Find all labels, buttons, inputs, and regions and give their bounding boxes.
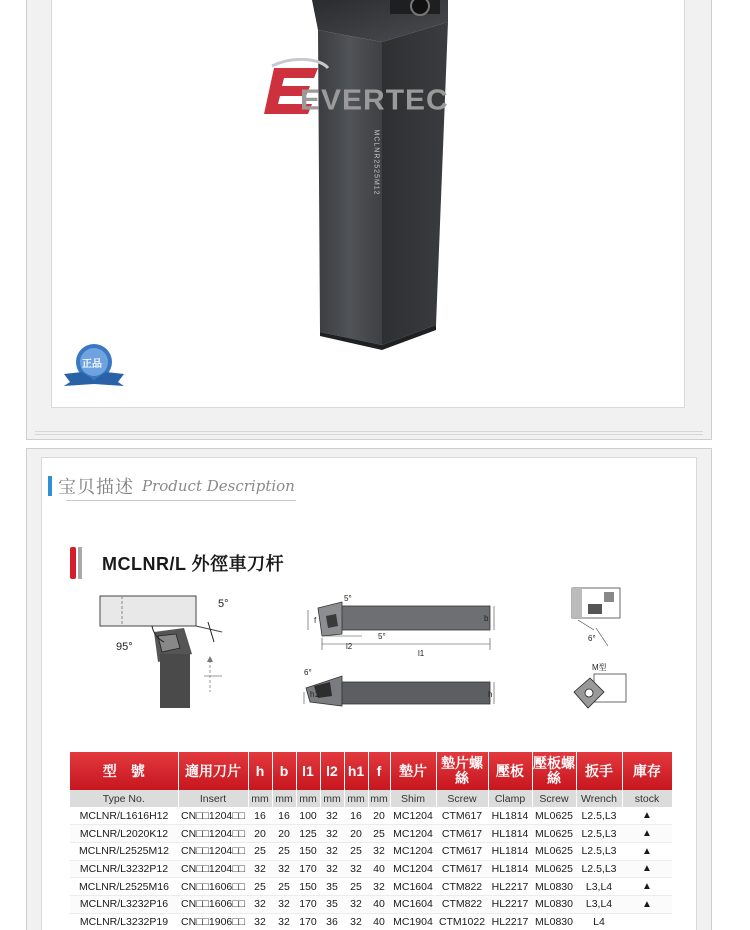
insert-detail-drawing bbox=[564, 584, 634, 714]
section-underline bbox=[66, 500, 296, 501]
col-header: 墊片螺絲 bbox=[436, 752, 488, 790]
table-cell: 150 bbox=[296, 842, 320, 860]
approach-angle-drawing bbox=[92, 592, 242, 712]
table-cell: MC1204 bbox=[390, 825, 436, 843]
table-cell: L2.5,L3 bbox=[576, 807, 622, 825]
table-cell: 125 bbox=[296, 825, 320, 843]
table-cell: HL2217 bbox=[488, 895, 532, 913]
table-row bbox=[70, 842, 672, 860]
col-header: 型 號 bbox=[70, 752, 178, 790]
table-cell: 25 bbox=[272, 878, 296, 896]
col-subheader: Wrench bbox=[576, 790, 622, 807]
table-cell: 20 bbox=[344, 825, 368, 843]
section-title-cn: 宝贝描述 bbox=[58, 477, 134, 497]
table-row bbox=[70, 878, 672, 896]
col-subheader: Screw bbox=[532, 790, 576, 807]
dim-f-label: f bbox=[314, 616, 317, 625]
col-header: 墊片 bbox=[390, 752, 436, 790]
table-row bbox=[70, 895, 672, 913]
table-cell: 32 bbox=[272, 895, 296, 913]
stock-cell: ▲ bbox=[622, 807, 672, 825]
table-cell: 35 bbox=[320, 878, 344, 896]
table-cell: 20 bbox=[272, 825, 296, 843]
tool-holder-photo bbox=[260, 0, 500, 360]
table-cell: 32 bbox=[320, 842, 344, 860]
table-cell: HL1814 bbox=[488, 842, 532, 860]
table-cell: 32 bbox=[368, 878, 390, 896]
angle-top-label: 5° bbox=[218, 598, 229, 610]
col-subheader: Clamp bbox=[488, 790, 532, 807]
table-cell: 170 bbox=[296, 860, 320, 878]
table-row bbox=[70, 807, 672, 825]
table-cell: 32 bbox=[248, 895, 272, 913]
table-cell: CTM617 bbox=[436, 860, 488, 878]
table-cell: MCLNR/L2525M12 bbox=[70, 842, 178, 860]
col-header: 適用刀片 bbox=[178, 752, 248, 790]
col-subheader: Screw bbox=[436, 790, 488, 807]
table-cell: 40 bbox=[368, 913, 390, 930]
table-cell: 32 bbox=[320, 807, 344, 825]
table-cell: CTM617 bbox=[436, 807, 488, 825]
table-cell: HL2217 bbox=[488, 913, 532, 930]
table-row bbox=[70, 913, 672, 930]
table-cell: 40 bbox=[368, 895, 390, 913]
table-cell: 32 bbox=[344, 895, 368, 913]
table-row bbox=[70, 860, 672, 878]
quality-badge bbox=[62, 342, 126, 388]
table-cell: 20 bbox=[368, 807, 390, 825]
table-cell: 32 bbox=[344, 913, 368, 930]
holder-engraving: MCLNR2525M12 bbox=[372, 129, 380, 196]
section-title-en: Product Description bbox=[142, 477, 295, 495]
angle-left-label: 95° bbox=[116, 641, 133, 653]
dim-h1-label: h1 bbox=[310, 690, 319, 699]
table-cell: 32 bbox=[320, 860, 344, 878]
table-cell: CTM617 bbox=[436, 825, 488, 843]
dim-bottom-angle-label: 5° bbox=[378, 632, 386, 641]
table-cell: ML0830 bbox=[532, 878, 576, 896]
table-cell: 100 bbox=[296, 807, 320, 825]
stock-cell bbox=[622, 913, 672, 930]
table-cell: L2.5,L3 bbox=[576, 825, 622, 843]
stock-cell: ▲ bbox=[622, 895, 672, 913]
spec-table bbox=[70, 752, 673, 930]
table-cell: CN□□1606□□ bbox=[178, 878, 248, 896]
table-cell: MC1204 bbox=[390, 860, 436, 878]
table-cell: 170 bbox=[296, 913, 320, 930]
section-accent-bar bbox=[48, 476, 52, 496]
col-header: 庫存 bbox=[622, 752, 672, 790]
dim-top-angle-label: 5° bbox=[344, 594, 352, 603]
table-cell: CTM822 bbox=[436, 895, 488, 913]
col-subheader: Insert bbox=[178, 790, 248, 807]
col-header: h bbox=[248, 752, 272, 790]
table-cell: 25 bbox=[344, 842, 368, 860]
table-cell: CN□□1606□□ bbox=[178, 895, 248, 913]
table-cell: HL2217 bbox=[488, 878, 532, 896]
table-cell: 16 bbox=[344, 807, 368, 825]
table-cell: 20 bbox=[248, 825, 272, 843]
table-cell: MCLNR/L3232P19 bbox=[70, 913, 178, 930]
table-header-en bbox=[70, 790, 672, 807]
table-cell: ML0625 bbox=[532, 842, 576, 860]
end-angle-label: 6° bbox=[304, 668, 312, 677]
table-cell: L3,L4 bbox=[576, 895, 622, 913]
table-cell: 32 bbox=[320, 825, 344, 843]
table-header-cn bbox=[70, 752, 672, 790]
table-cell: 25 bbox=[368, 825, 390, 843]
table-cell: CTM822 bbox=[436, 878, 488, 896]
col-subheader: Type No. bbox=[70, 790, 178, 807]
col-subheader: mm bbox=[344, 790, 368, 807]
detail-type-label: M型 bbox=[592, 663, 607, 672]
table-cell: ML0625 bbox=[532, 825, 576, 843]
table-cell: MC1904 bbox=[390, 913, 436, 930]
table-cell: MC1204 bbox=[390, 842, 436, 860]
table-cell: CN□□1204□□ bbox=[178, 860, 248, 878]
stock-cell: ▲ bbox=[622, 878, 672, 896]
table-cell: L2.5,L3 bbox=[576, 860, 622, 878]
stock-cell: ▲ bbox=[622, 860, 672, 878]
dim-h-label: h bbox=[488, 690, 493, 699]
col-subheader: mm bbox=[368, 790, 390, 807]
table-cell: CN□□1204□□ bbox=[178, 807, 248, 825]
table-cell: ML0625 bbox=[532, 860, 576, 878]
table-cell: L4 bbox=[576, 913, 622, 930]
section-header bbox=[48, 474, 295, 498]
product-title: MCLNR/L 外徑車刀杆 bbox=[102, 554, 285, 574]
table-cell: 35 bbox=[320, 895, 344, 913]
frame-divider bbox=[35, 431, 703, 435]
col-subheader: mm bbox=[320, 790, 344, 807]
col-subheader: mm bbox=[296, 790, 320, 807]
table-cell: 32 bbox=[248, 913, 272, 930]
table-cell: MC1604 bbox=[390, 895, 436, 913]
dim-l2-label: l2 bbox=[346, 642, 353, 651]
table-cell: MCLNR/L3232P12 bbox=[70, 860, 178, 878]
col-subheader: Shim bbox=[390, 790, 436, 807]
table-cell: 32 bbox=[272, 860, 296, 878]
badge-text: 正品 bbox=[82, 359, 102, 370]
dim-b-label: b bbox=[484, 614, 489, 623]
table-cell: 25 bbox=[248, 842, 272, 860]
table-cell: CTM1022 bbox=[436, 913, 488, 930]
table-cell: 32 bbox=[248, 860, 272, 878]
dimension-drawing bbox=[300, 592, 500, 714]
table-cell: 32 bbox=[344, 860, 368, 878]
logo-text bbox=[300, 84, 449, 118]
table-cell: MCLNR/L3232P16 bbox=[70, 895, 178, 913]
col-subheader: stock bbox=[622, 790, 672, 807]
col-subheader: mm bbox=[272, 790, 296, 807]
table-cell: ML0625 bbox=[532, 807, 576, 825]
title-red-marker bbox=[70, 547, 76, 579]
table-cell: 25 bbox=[272, 842, 296, 860]
table-cell: MC1604 bbox=[390, 878, 436, 896]
table-cell: CN□□1204□□ bbox=[178, 842, 248, 860]
col-header: l2 bbox=[320, 752, 344, 790]
table-cell: MCLNR/L2020K12 bbox=[70, 825, 178, 843]
col-header: l1 bbox=[296, 752, 320, 790]
stock-cell: ▲ bbox=[622, 842, 672, 860]
table-cell: HL1814 bbox=[488, 825, 532, 843]
table-cell: 32 bbox=[368, 842, 390, 860]
col-header: 扳手 bbox=[576, 752, 622, 790]
title-gray-marker bbox=[78, 547, 82, 579]
table-cell: MC1204 bbox=[390, 807, 436, 825]
table-cell: 25 bbox=[248, 878, 272, 896]
table-cell: 16 bbox=[248, 807, 272, 825]
table-cell: 36 bbox=[320, 913, 344, 930]
table-cell: MCLNR/L2525M16 bbox=[70, 878, 178, 896]
col-header: b bbox=[272, 752, 296, 790]
col-header: f bbox=[368, 752, 390, 790]
table-cell: HL1814 bbox=[488, 860, 532, 878]
table-cell: 170 bbox=[296, 895, 320, 913]
col-subheader: mm bbox=[248, 790, 272, 807]
col-header: 壓板螺絲 bbox=[532, 752, 576, 790]
table-cell: 25 bbox=[344, 878, 368, 896]
col-header: h1 bbox=[344, 752, 368, 790]
table-cell: ML0830 bbox=[532, 895, 576, 913]
table-row bbox=[70, 825, 672, 843]
logo-wordmark: EVERTEC bbox=[300, 84, 449, 117]
table-cell: 32 bbox=[272, 913, 296, 930]
table-cell: 16 bbox=[272, 807, 296, 825]
table-cell: 40 bbox=[368, 860, 390, 878]
detail-angle-label: 6° bbox=[588, 634, 596, 643]
product-title-bar bbox=[70, 547, 284, 579]
table-cell: L3,L4 bbox=[576, 878, 622, 896]
dim-l1-label: l1 bbox=[418, 649, 425, 658]
table-cell: HL1814 bbox=[488, 807, 532, 825]
table-cell: MCLNR/L1616H12 bbox=[70, 807, 178, 825]
table-cell: CN□□1906□□ bbox=[178, 913, 248, 930]
table-cell: CN□□1204□□ bbox=[178, 825, 248, 843]
table-cell: ML0830 bbox=[532, 913, 576, 930]
table-cell: CTM617 bbox=[436, 842, 488, 860]
table-cell: 150 bbox=[296, 878, 320, 896]
stock-cell: ▲ bbox=[622, 825, 672, 843]
table-cell: L2.5,L3 bbox=[576, 842, 622, 860]
col-header: 壓板 bbox=[488, 752, 532, 790]
